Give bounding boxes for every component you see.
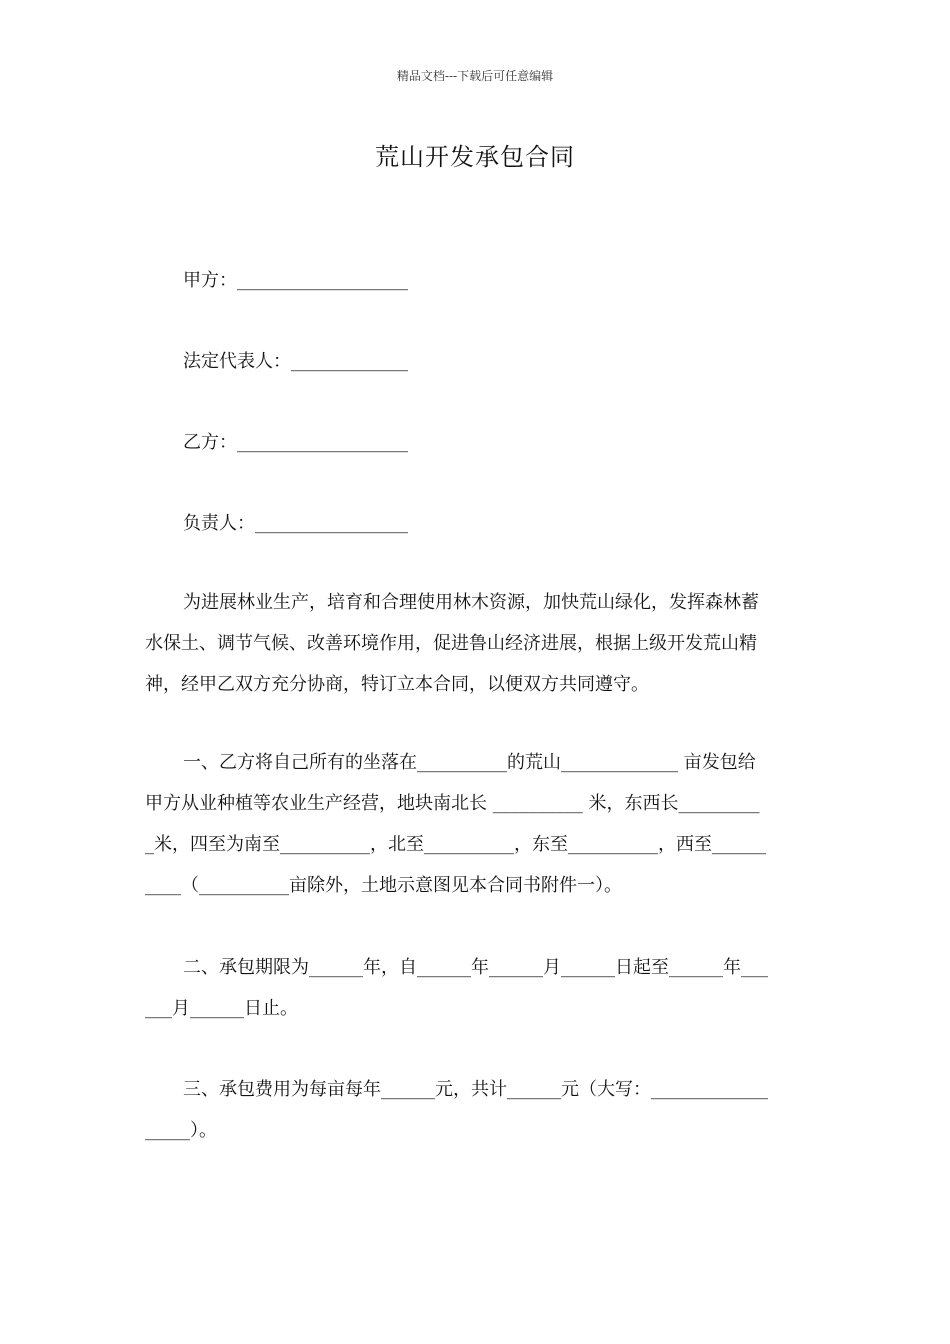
paragraph-line: 甲方从业种植等农业生产经营，地块南北长 __________ 米，东西长_________	[145, 793, 760, 814]
field-party-b	[183, 428, 408, 454]
field-label: 乙方：	[183, 432, 237, 453]
paragraph-line: _____）。	[145, 1120, 217, 1141]
paragraph-line: 神，经甲乙双方充分协商，特订立本合同，以便双方共同遵守。	[145, 674, 649, 695]
field-blank: ___________________	[237, 432, 408, 453]
paragraph-line: ___月______日止。	[145, 998, 298, 1019]
field-label: 甲方：	[183, 270, 237, 291]
field-party-a	[183, 266, 408, 292]
paragraph-line: _米，四至为南至__________，北至__________，东至__________，西至______	[145, 834, 766, 855]
field-label: 法定代表人：	[183, 351, 291, 372]
field-blank: _____________	[291, 351, 408, 372]
header-note: 精品文档---下载后可任意编辑	[396, 69, 554, 83]
paragraph-line: 一、乙方将自己所有的坐落在__________的荒山_____________ 亩发包给	[183, 752, 756, 773]
field-blank: ___________________	[237, 270, 408, 291]
field-label: 负责人：	[183, 513, 255, 534]
paragraph-line: 二、承包期限为______年，自______年______月______日起至______年___	[183, 957, 768, 978]
field-blank: _________________	[255, 513, 408, 534]
document-title: 荒山开发承包合同	[375, 143, 575, 171]
paragraph-preamble	[145, 582, 807, 705]
field-person-in-charge	[183, 509, 408, 535]
paragraph-line: 三、承包费用为每亩每年______元，共计______元（大写：_____________	[183, 1079, 768, 1100]
paragraph-line: ____（__________亩除外，土地示意图见本合同书附件一）。	[145, 875, 622, 896]
paragraph-clause-2	[145, 947, 807, 1029]
paragraph-clause-1	[145, 742, 807, 906]
paragraph-clause-3	[145, 1069, 807, 1151]
paragraph-line: 为进展林业生产，培育和合理使用林木资源，加快荒山绿化，发挥森林蓄	[183, 592, 759, 613]
field-legal-representative	[183, 347, 408, 373]
paragraph-line: 水保土、调节气候、改善环境作用，促进鲁山经济进展，根据上级开发荒山精	[145, 633, 757, 654]
